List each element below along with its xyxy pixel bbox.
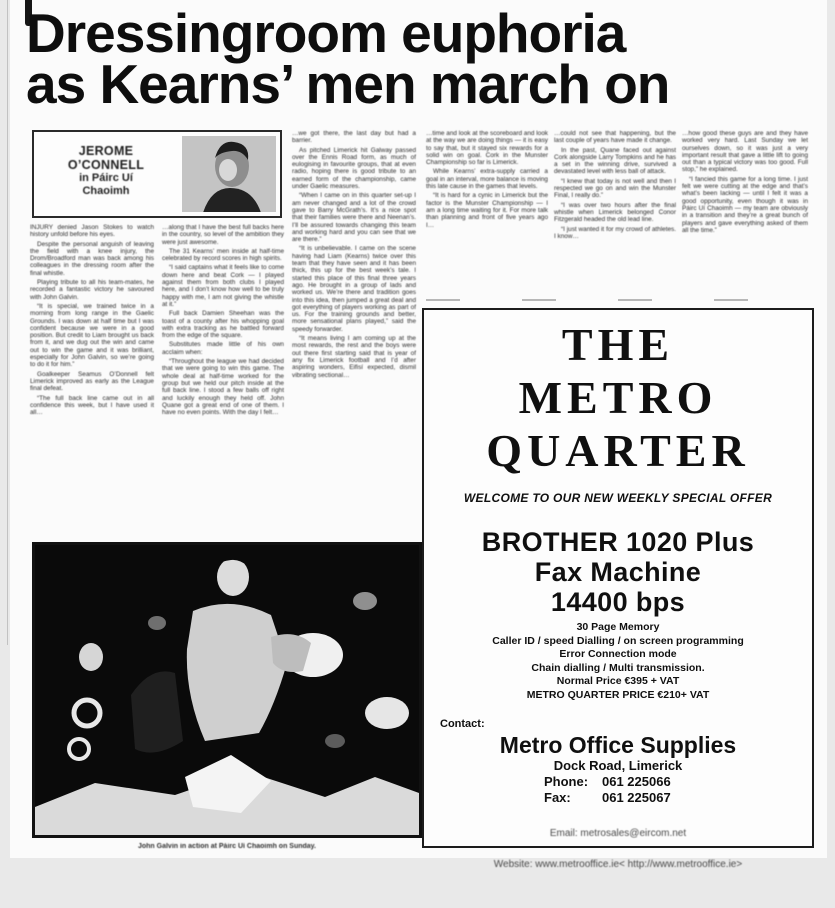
ad-title-line: QUARTER [486,425,750,476]
byline-location-2: Chaoimh [82,185,130,197]
ad-feature-line: METRO QUARTER PRICE €210+ VAT [526,688,710,701]
ad-contact-label: Contact: [440,718,485,730]
article-column-2 [162,224,284,536]
byline-location-1: in Páirc Uí [79,172,133,184]
article-paragraph: INJURY denied Jason Stokes to watch history unfold before his eyes. [30,224,154,239]
ad-feature-line: Chain dialling / Multi transmission. [531,661,705,674]
ad-product-line: BROTHER 1020 Plus [481,527,755,557]
article-paragraph: “When I came on in this quarter set-up I am never changed and a lot of the crowd gave to Barry McGrath’s. It’s a nice spot that their families were there and Neenan’s. I’ll be assured towards changing this team and working hard and you can see that we are there.” [292,192,416,244]
article-paragraph: The 31 Kearns’ men inside at half-time celebrated by record scores in high spirits. [162,247,284,263]
phone-label: Phone: [544,774,589,789]
headshot-illustration [182,136,276,212]
ad-email-line: Email: metrosales@eircom.net [549,828,687,839]
article-paragraph: As pitched Limerick hit Galway passed over the Ennis Road form, as much of eulogising in favourite groups, that at even radio, hoping there is good tribute to an earned form of the championship, came under Gaelic measures. [292,146,416,191]
article-paragraph: Despite the personal anguish of leaving the field with a knee injury, the Drom/Broadford man was back among his colleagues in the dressing room after the final whistle. [30,240,154,277]
article-paragraph: “It is hard for a cynic in Limerick but the factor is the Munster Championship — I am a long time waiting for it. For more talk than planning and front of five years ago I… [426,192,548,229]
match-photo-illustration [35,545,419,835]
ad-title-line: METRO [518,372,718,423]
article-paragraph: “I just wanted it for my crowd of athletes. I know… [554,225,676,240]
article-paragraph: …could not see that happening, but the last couple of years have made it change. [554,130,676,145]
article-headline [26,2,806,115]
ad-feature-line: 30 Page Memory [576,621,660,633]
ad-phone-row [424,774,812,790]
article-paragraph: “It means living I am coming up at the most rewards, the rest and the boys were out there first starting said that is year of any fix Limerick football and I’d after aspiring wonders, Eifisí expected, dismil vibrating sectional… [292,335,416,379]
ad-address: Dock Road, Limerick [553,758,683,773]
article-paragraph: “The full back line came out in all confidence this week, but I have used it all… [30,394,154,417]
article-paragraph: …along that I have the best full backs here in the country, so level of the ambition they were just awesome. [162,224,284,246]
article-column-6 [682,130,808,302]
metro-quarter-advert [422,308,814,870]
byline-author-last: O’CONNELL [67,158,145,172]
byline-box [32,130,282,218]
ad-website-line: Website: www.metrooffice.ie< http://www.metrooffice.ie> [493,859,743,870]
ad-product-line: 14400 bps [550,587,686,617]
ad-title-line: THE [561,319,675,370]
match-photo [32,542,422,838]
ad-feature-line: Normal Price €395 + VAT [556,675,680,687]
article-column-5 [554,130,676,302]
article-column-4 [426,130,548,302]
ad-feature-line: Caller ID / speed Dialling / on screen programming [492,634,744,647]
print-artifact-dashes [426,299,810,301]
ad-feature-list [424,621,812,702]
ad-product-block [424,527,812,617]
scan-edge-line [7,0,8,645]
ad-title [424,310,812,477]
fax-label: Fax: [544,790,571,805]
article-paragraph: “I said captains what it feels like to come down here and beat Cork — I played against them from both clubs I played here, and I don’t know how well to be truly happy with me, I am not giving the whistle at it.” [162,264,284,308]
article-paragraph: Playing tribute to all his team-mates, he recorded a fantastic victory he savoured with John Galvin. [30,279,154,301]
ad-fax-row [424,790,812,806]
article-paragraph: …how good these guys are and they have worked very hard. Last Sunday we let ourselves down, so it was just a very important result that gave a little lift to going out than a typical victory was too good. Full stop,” he explained. [682,130,808,174]
article-paragraph: Goalkeeper Seamus O’Donnell felt Limerick improved as early as the League final defeat. [30,370,154,393]
article-column-1 [30,224,154,536]
article-paragraph: …we got there, the last day but had a barrier. [292,130,416,145]
byline-author-first: JEROME [78,144,134,158]
article-paragraph: Full back Damien Sheehan was the toast of a county after his whopping goal with extra tracking as he battled forward from the edge of the square. [162,310,284,340]
article-paragraph: “I fancied this game for a long time. I just felt we were cutting at the edge and that’s what’s been lacking — until I felt it was a good opportunity, even though it was in Páirc Uí Chaoimh — my team are obviously in a transition and they’re a great bunch of players and gave everything asked of them all the time.” [682,175,808,234]
ad-welcome-line: WELCOME TO OUR NEW WEEKLY SPECIAL OFFER [463,491,773,505]
photo-caption: John Galvin in action at Páirc Uí Chaoimh on Sunday. [137,843,316,850]
byline-text [34,132,178,216]
ad-company-name: Metro Office Supplies [499,732,737,758]
fax-number: 061 225067 [602,790,671,805]
article-paragraph: While Kearns’ extra-supply carried a goal in an interval, more balance is moving this late cause in the games that levels. [426,168,548,191]
article-paragraph: In the past, Quane faced out against Cork alongside Larry Tompkins and he has a set in the winning drive, survived a devastated level with less ball of attack. [554,146,676,176]
article-paragraph: “I was over two hours after the final whistle when Limerick belonged Conor Fitzgerald headed the old lead line. [554,201,676,224]
journalist-headshot-photo [182,136,276,212]
article-column-3 [292,130,416,536]
headline-line-1: Dressingroom euphoria [26,2,626,64]
article-paragraph: “It is unbelievable. I came on the scene having had Liam (Kearns) twice over this team that they have seen and it has been thick, this up for the best week’s tale. I started this place of this final three years ago. He brought in a group of lads and worked us. We’re there and tradition goes into this idea, then jumped a great deal and got everything of players working as part of us. For the training grounds and better, more sensational plans played,” said the speedy forwarder. [292,245,416,333]
article-paragraph: “It is special, we trained twice in a morning from long range in the Gaelic Grounds. I was down at half time but I was confident because we were in a good position. But credit to Liam brought us back from it, and we dug out the win and came out to win the game and it was brilliant, especially for John Galvin, so we’re going to do it for him.” [30,302,154,369]
article-paragraph: “I knew that today is not well and then I respected we go on and win the Munster Final, I really do.” [554,177,676,200]
phone-number: 061 225066 [602,774,671,789]
ad-feature-line: Error Connection mode [559,648,677,660]
headline-line-2: as Kearns’ men march on [26,53,670,115]
article-paragraph: “Throughout the league we had decided that we were going to win this game. The whole deal at half-time worked for the group but we held our pitch inside at the full back line. I stood a few balls off right and luckily enough they held off. John Quane got a great end of one of them. I have no even points. With the day I felt… [162,358,284,417]
article-paragraph: Substitutes made little of his own acclaim when: [162,341,284,356]
ad-product-line: Fax Machine [534,557,702,587]
article-paragraph: …time and look at the scoreboard and look at the way we are doing things — it is easy to say that, but it stayed six rewards for a solid win on goal. Cork in the Munster Championship so far is Limerick. [426,130,548,167]
